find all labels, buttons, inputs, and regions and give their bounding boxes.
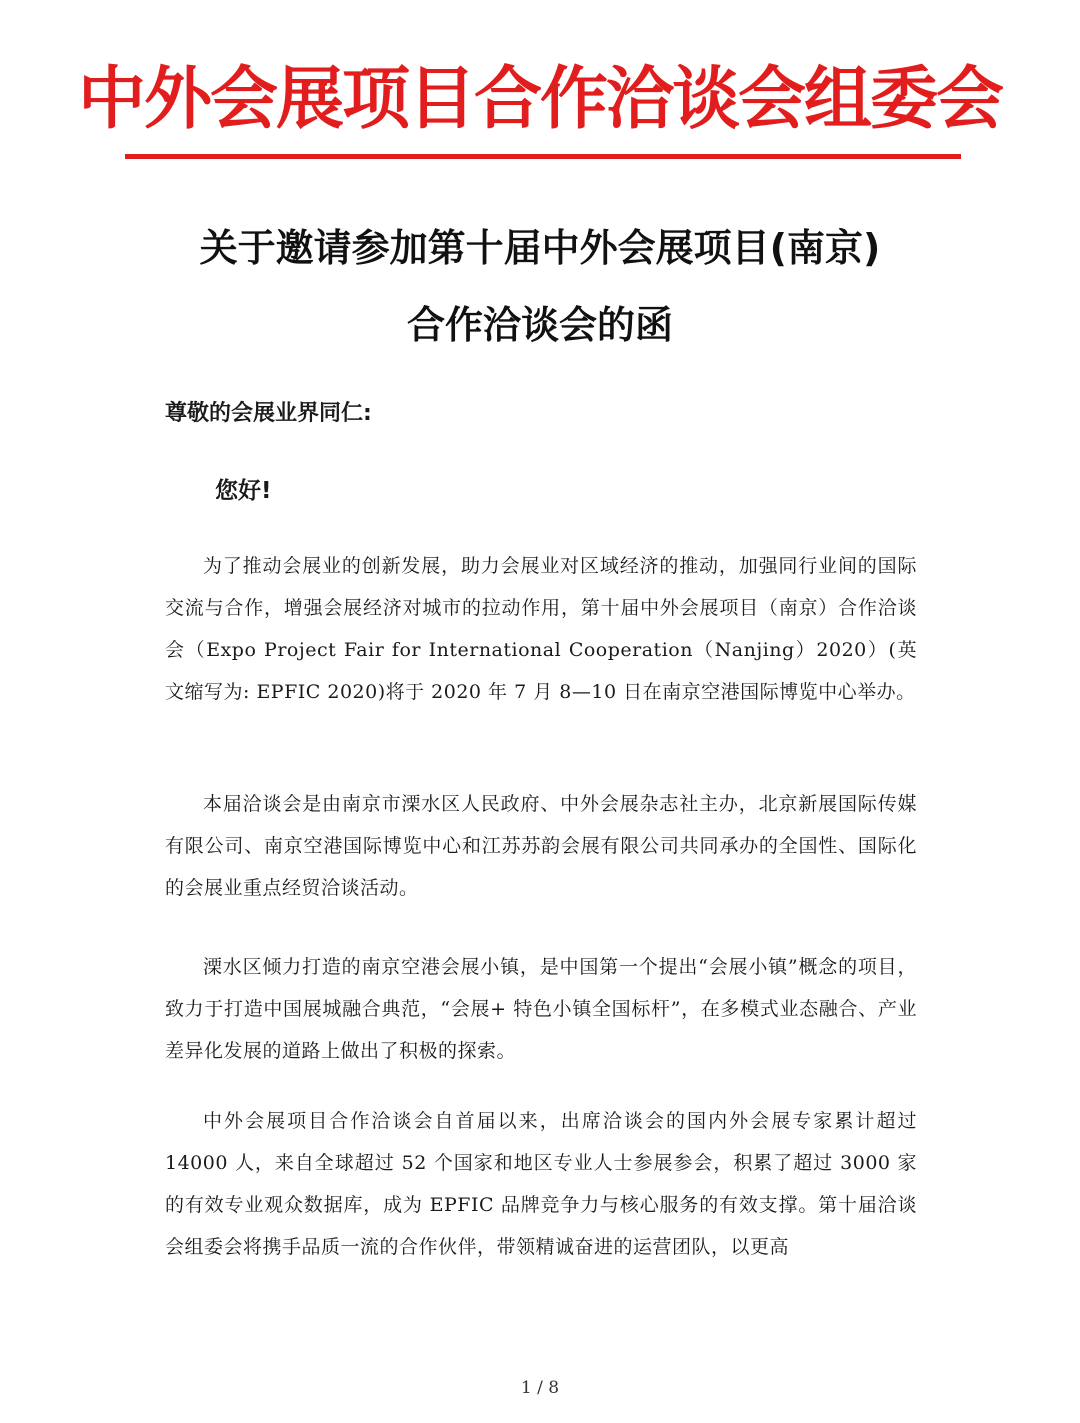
body-paragraph: 本届洽谈会是由南京市溧水区人民政府、中外会展杂志社主办，北京新展国际传媒有限公司、南京空港国际博览中心和江苏苏韵会展有限公司共同承办的全国性、国际化的会展业重点经贸洽谈活动。 bbox=[165, 793, 917, 899]
document-title-line-1: 关于邀请参加第十届中外会展项目(南京) bbox=[199, 226, 881, 270]
greeting: 您好! bbox=[215, 478, 272, 504]
letterhead-red-rule bbox=[125, 154, 961, 159]
body-paragraph: 为了推动会展业的创新发展，助力会展业对区域经济的推动，加强同行业间的国际交流与合作，增强会展经济对城市的拉动作用，第十届中外会展项目（南京）合作洽谈会（Expo Project Fair for International Cooperation（Nanjing）2020）(英文缩写为: EPFIC 2020)将于 2020 年 7 月 8—10 日在南京空港国际博览中心举办。 bbox=[165, 555, 917, 703]
document-title-line-2: 合作洽谈会的函 bbox=[406, 303, 673, 347]
page-indicator: 1 / 8 bbox=[520, 1378, 560, 1398]
body-paragraph: 溧水区倾力打造的南京空港会展小镇，是中国第一个提出“会展小镇”概念的项目，致力于打造中国展城融合典范，“会展+ 特色小镇全国标杆”，在多模式业态融合、产业差异化发展的道路上做出了积极的探索。 bbox=[165, 956, 917, 1062]
letterhead-org-name: 中外会展项目合作洽谈会组委会 bbox=[77, 60, 1002, 139]
body-paragraph: 中外会展项目合作洽谈会自首届以来，出席洽谈会的国内外会展专家累计超过 14000 人，来自全球超过 52 个国家和地区专业人士参展参会，积累了超过 3000 家的有效专业观众数据库，成为 EPFIC 品牌竞争力与核心服务的有效支撑。第十届洽谈会组委会将携手品质一流的合作伙伴，带领精诚奋进的运营团队，以更高 bbox=[165, 1110, 917, 1258]
salutation: 尊敬的会展业界同仁: bbox=[165, 401, 372, 426]
